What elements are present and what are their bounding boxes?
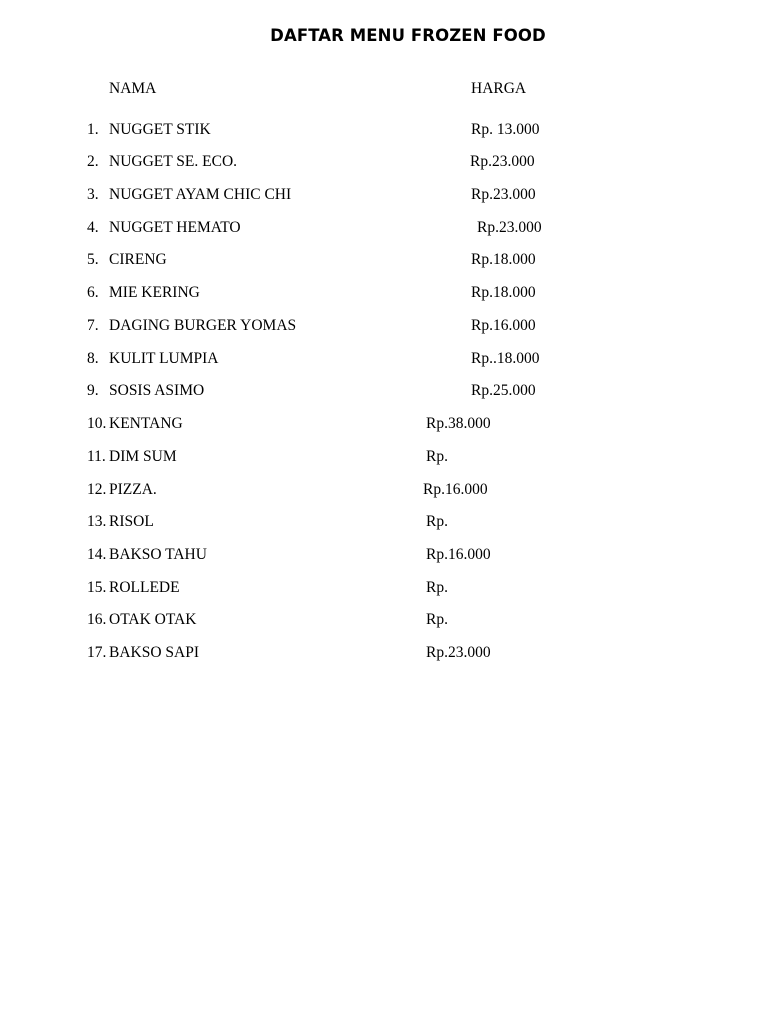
item-number: 3. — [87, 186, 99, 203]
item-name: OTAK OTAK — [109, 611, 197, 628]
item-price: Rp.23.000 — [471, 186, 536, 203]
item-number: 5. — [87, 251, 99, 268]
item-number: 13. — [87, 513, 107, 530]
item-number: 6. — [87, 284, 99, 301]
item-number: 14. — [87, 546, 107, 563]
item-price: Rp. — [426, 448, 448, 465]
page-title: DAFTAR MENU FROZEN FOOD — [270, 26, 546, 45]
item-name: MIE KERING — [109, 284, 200, 301]
item-number: 11. — [87, 448, 106, 465]
item-price: Rp. 13.000 — [471, 121, 540, 138]
item-name: NUGGET STIK — [109, 121, 211, 138]
item-price: Rp. — [426, 513, 448, 530]
item-number: 8. — [87, 350, 99, 367]
item-name: PIZZA. — [109, 481, 157, 498]
item-price: Rp.18.000 — [471, 251, 536, 268]
item-number: 12. — [87, 481, 107, 498]
column-header-price: HARGA — [471, 80, 527, 97]
item-number: 1. — [87, 121, 99, 138]
item-name: NUGGET HEMATO — [109, 219, 241, 236]
item-price: Rp.16.000 — [471, 317, 536, 334]
item-name: RISOL — [109, 513, 154, 530]
item-name: NUGGET AYAM CHIC CHI — [109, 186, 292, 203]
item-name: KULIT LUMPIA — [109, 350, 219, 367]
item-price: Rp.25.000 — [471, 382, 536, 399]
item-name: BAKSO TAHU — [109, 546, 207, 563]
column-header-name: NAMA — [109, 80, 157, 97]
item-name: SOSIS ASIMO — [109, 382, 205, 399]
item-price: Rp.23.000 — [477, 219, 542, 236]
item-number: 7. — [87, 317, 99, 334]
item-name: CIRENG — [109, 251, 167, 268]
item-number: 16. — [87, 611, 107, 628]
item-price: Rp. — [426, 579, 448, 596]
item-name: NUGGET SE. ECO. — [109, 153, 238, 170]
item-price: Rp..18.000 — [471, 350, 540, 367]
item-price: Rp.38.000 — [426, 415, 491, 432]
item-name: DIM SUM — [109, 448, 177, 465]
item-price: Rp.18.000 — [471, 284, 536, 301]
item-number: 15. — [87, 579, 107, 596]
item-name: DAGING BURGER YOMAS — [109, 317, 297, 334]
item-number: 17. — [87, 644, 107, 661]
item-price: Rp.23.000 — [470, 153, 535, 170]
item-name: KENTANG — [109, 415, 183, 432]
item-price: Rp.16.000 — [423, 481, 488, 498]
item-number: 9. — [87, 382, 99, 399]
item-price: Rp. — [426, 611, 448, 628]
item-number: 2. — [87, 153, 99, 170]
item-number: 4. — [87, 219, 99, 236]
item-price: Rp.23.000 — [426, 644, 491, 661]
item-name: ROLLEDE — [109, 579, 180, 596]
item-number: 10. — [87, 415, 107, 432]
item-price: Rp.16.000 — [426, 546, 491, 563]
item-name: BAKSO SAPI — [109, 644, 200, 661]
